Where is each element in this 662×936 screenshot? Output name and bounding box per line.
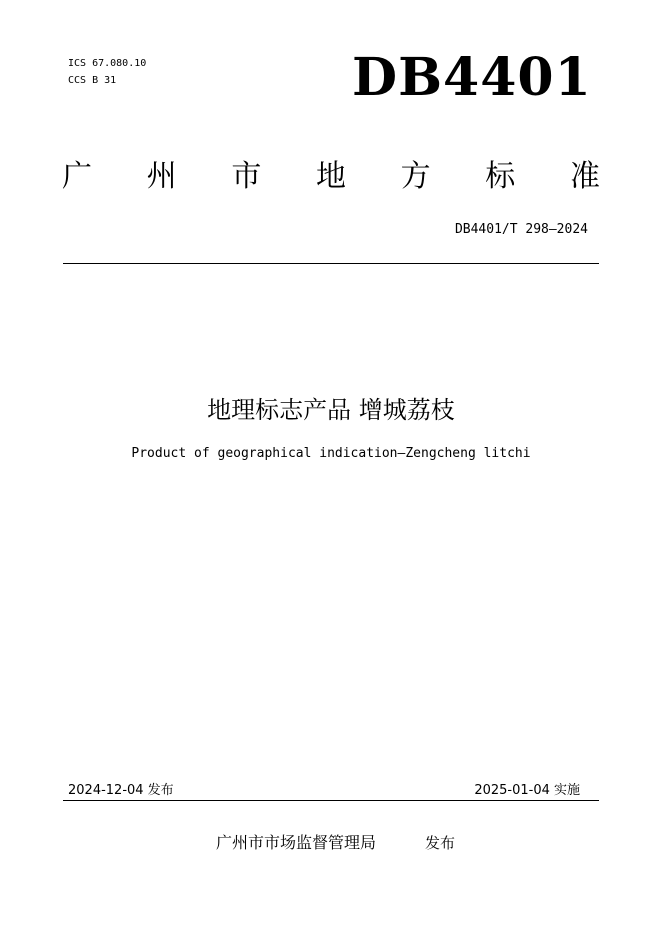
standard-type-char: 市 [231,159,262,194]
standard-type-char: 州 [146,159,177,194]
standard-type-char: 广 [62,159,92,194]
top-divider [63,263,599,264]
document-title-en: Product of geographical indication—Zengcheng litchi [131,446,531,461]
standard-type-char: 方 [400,159,431,194]
ics-code: ICS 67.080.10 [68,58,147,69]
issue-date: 2024-12-04 发布 [68,783,174,798]
issuing-authority: 广州市市场监督管理局 [216,833,377,852]
implementation-date: 2025-01-04 实施 [474,783,580,798]
standard-type-heading [62,158,600,196]
standard-type-char: 地 [315,159,346,194]
standard-number: DB4401/T 298—2024 [454,222,588,237]
ccs-code: CCS B 31 [68,75,117,86]
issuing-action: 发布 [425,834,456,852]
standard-type-char: 标 [485,159,516,194]
bottom-divider [63,800,599,801]
document-title-zh: 地理标志产品 增城荔枝 [207,396,455,424]
standard-logo: DB4401 [352,47,592,108]
standard-type-char: 准 [569,159,600,194]
